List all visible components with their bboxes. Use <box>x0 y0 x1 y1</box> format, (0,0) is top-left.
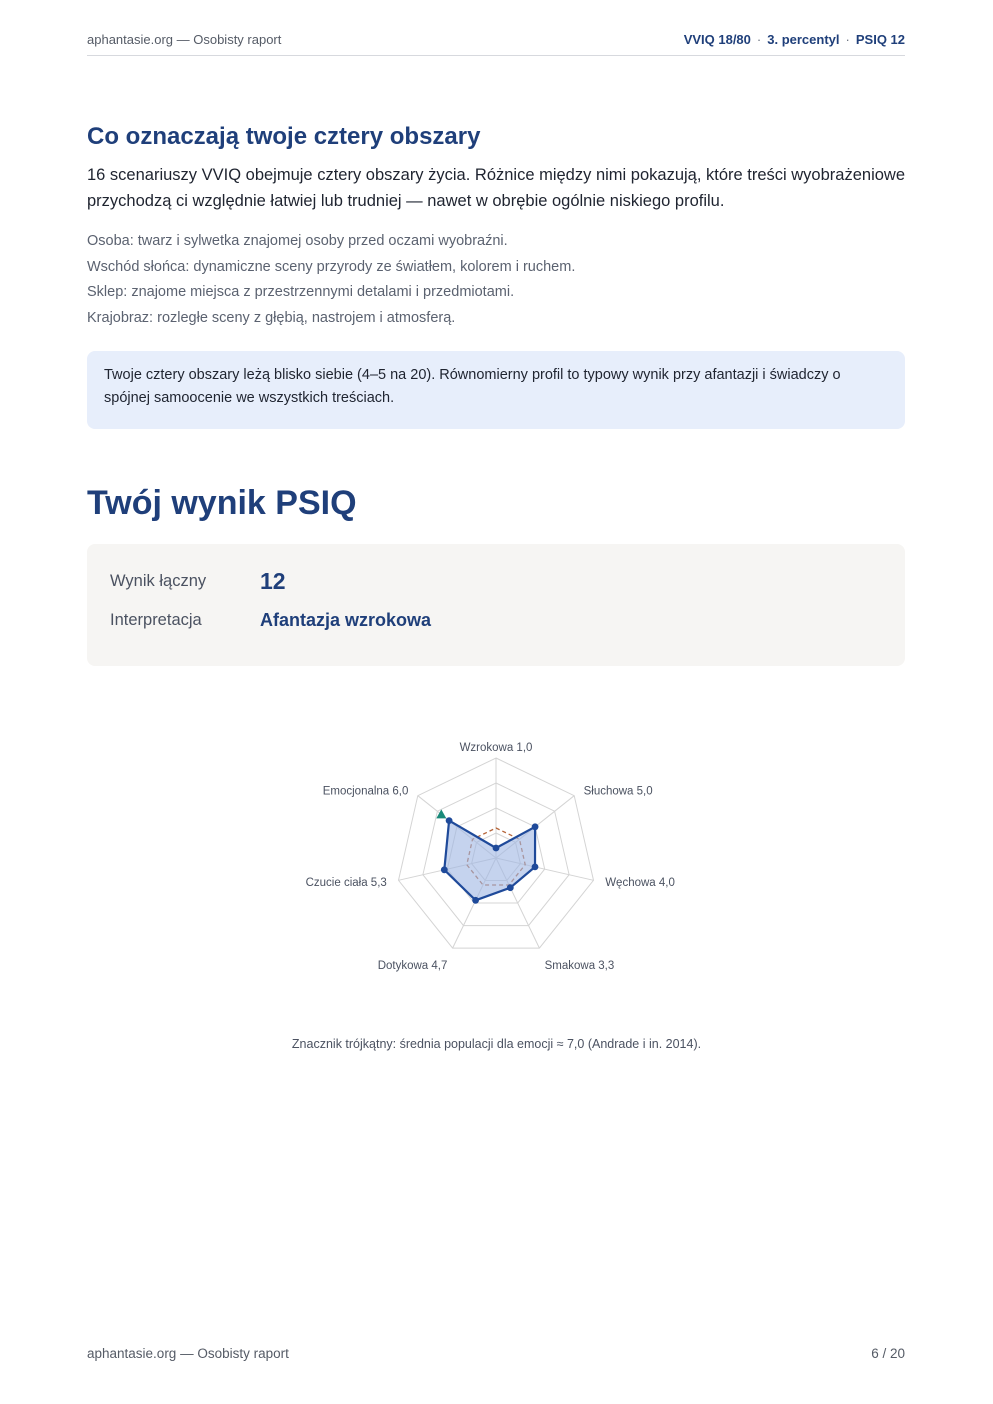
header-vviq: VVIQ 18/80 <box>683 32 751 47</box>
data-point-5 <box>472 897 479 904</box>
axis-label-7: Emocjonalna 6,0 <box>322 785 409 798</box>
data-point-4 <box>507 884 514 891</box>
axis-label-4: Smakowa 3,3 <box>544 960 615 973</box>
data-point-3 <box>532 864 539 871</box>
total-score-label: Wynik łączny <box>110 571 207 590</box>
area-item-shop: Sklep: znajome miejsca z przestrzennymi detalami i przedmiotami. <box>87 284 515 301</box>
axis-label-5: Dotykowa 4,7 <box>377 960 448 973</box>
psiq-section-title: Twój wynik PSIQ <box>87 484 357 522</box>
axis-label-1: Wzrokowa 1,0 <box>459 742 533 755</box>
total-score-row <box>110 566 286 596</box>
axis-label-2: Słuchowa 5,0 <box>583 785 653 798</box>
data-point-2 <box>532 823 539 830</box>
psiq-radar-chart <box>300 706 700 1016</box>
axis-label-6: Czucie ciała 5,3 <box>305 876 387 889</box>
axis-label-3: Węchowa 4,0 <box>605 876 675 889</box>
header-percentile: 3. percentyl <box>767 32 840 47</box>
interpretation-label: Interpretacja <box>110 610 202 629</box>
areas-section-title: Co oznaczają twoje cztery obszary <box>87 123 481 150</box>
area-item-person: Osoba: twarz i sylwetka znajomej osoby przed oczami wyobraźni. <box>87 233 508 249</box>
page-number: 6 / 20 <box>871 1346 905 1361</box>
header-site: aphantasie.org — Osobisty raport <box>87 32 282 47</box>
interpretation-row <box>110 605 431 635</box>
area-item-sunrise: Wschód słońca: dynamiczne sceny przyrody ze światłem, kolorem i ruchem. <box>87 258 576 275</box>
chart-caption: Znacznik trójkątny: średnia populacji dla emocji ≈ 7,0 (Andrade i in. 2014). <box>291 1037 702 1051</box>
data-point-7 <box>446 817 453 824</box>
footer-site: aphantasie.org — Osobisty raport <box>87 1346 289 1361</box>
psiq-score-card <box>87 544 905 666</box>
areas-list <box>87 229 575 332</box>
header-psiq: PSIQ 12 <box>855 32 905 47</box>
header-scores: VVIQ 18/80 · 3. percentyl · PSIQ 12 <box>683 32 905 47</box>
info-callout: Twoje cztery obszary leżą blisko siebie (4–5 na 20). Równomierny profil to typowy wynik przy afantazji i świadczy o spójnej samoocenie we wszystkich treściach. <box>87 351 905 429</box>
data-point-6 <box>441 866 448 873</box>
page-header <box>87 30 905 56</box>
areas-intro: 16 scenariuszy VVIQ obejmuje cztery obszary życia. Różnice między nimi pokazują, które treści wyobrażeniowe przychodzą ci względnie łatwiej lub trudniej — nawet w obrębie ogólnie niskiego profilu. <box>87 166 905 210</box>
data-point-1 <box>493 845 500 852</box>
series-area <box>444 821 535 901</box>
area-item-landscape: Krajobraz: rozległe sceny z głębią, nastrojem i atmosferą. <box>87 310 456 327</box>
total-score-value: 12 <box>260 567 286 594</box>
interpretation-value: Afantazja wzrokowa <box>260 609 432 630</box>
